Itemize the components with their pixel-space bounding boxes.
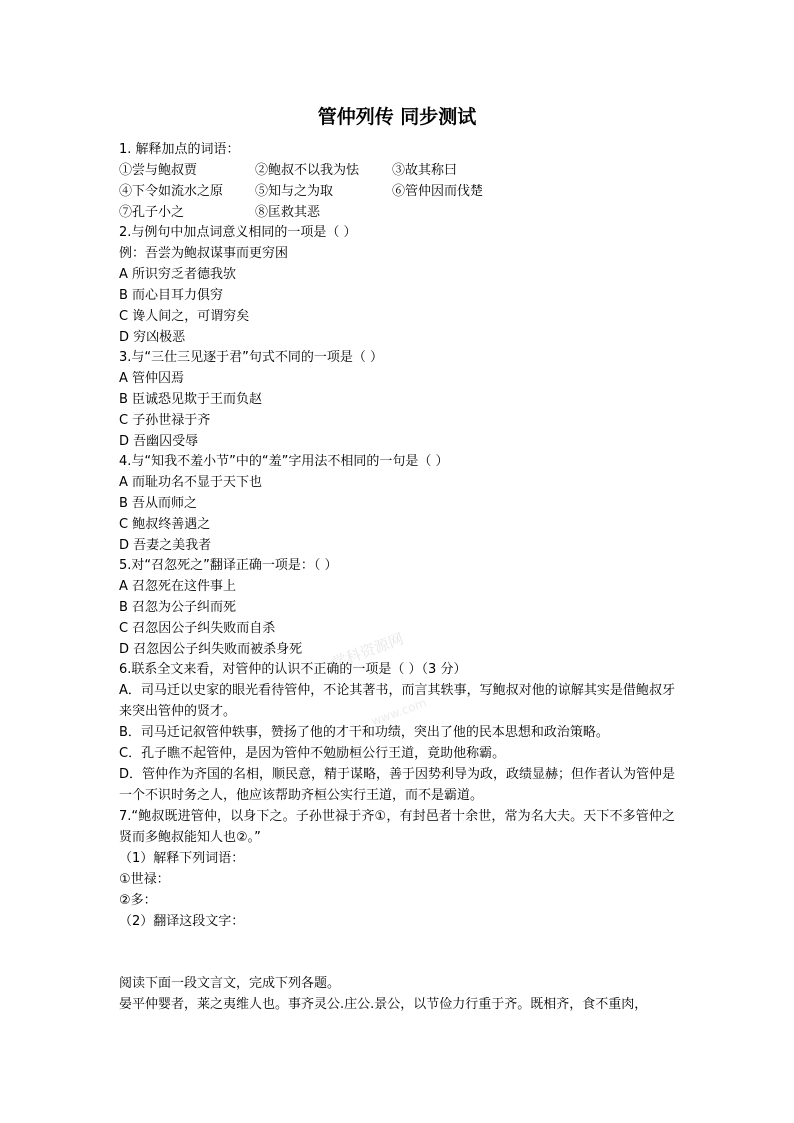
q4-option: B 吾从而师之: [119, 496, 198, 511]
reading-text: 晏平仲婴者，莱之夷维人也。事齐灵公.庄公.景公，以节俭力行重于齐。既相齐，食不重肉，: [119, 997, 648, 1012]
q2-stem: 2.与例句中加点词意义相同的一项是（ ）: [119, 225, 357, 240]
q7-item-2: ②多：: [119, 893, 157, 908]
reading-intro: 阅读下面一段文言文，完成下列各题。: [119, 976, 341, 991]
q1-item: ③故其称曰: [392, 163, 458, 178]
q1-stem: 1. 解释加点的词语：: [119, 142, 240, 157]
q4-option: A 而耻功名不显于天下也: [119, 475, 263, 490]
q5-stem: 5.对“召忽死之”翻译正确一项是：（ ）: [119, 558, 338, 573]
q6-stem: 6.联系全文来看，对管仲的认识不正确的一项是（ ）（3 分）: [119, 662, 467, 677]
watermark-url: www.com: [369, 695, 429, 729]
q1-item: ⑥管仲因而伐楚: [392, 184, 484, 199]
q6-option-b: B．司马迁记叙管仲轶事，赞扬了他的才干和功绩，突出了他的民本思想和政治策略。: [119, 725, 609, 740]
q3-option: A 管仲囚焉: [119, 371, 185, 386]
q7-sub-1: （1）解释下列词语：: [119, 851, 245, 866]
q2-option: D 穷凶极恶: [119, 330, 186, 345]
q7-item-1: ①世禄：: [119, 872, 170, 887]
q3-option: B 臣诚恐见欺于王而负赵: [119, 392, 263, 407]
page-title: 管仲列传 同步测试: [317, 106, 477, 128]
q5-option: A 召忽死在这件事上: [119, 579, 237, 594]
q3-option: C 子孙世禄于齐: [119, 413, 211, 428]
q1-item: ⑧匡救其恶: [255, 205, 321, 220]
q1-row-3: [119, 202, 679, 223]
q4-option: D 吾妻之美我者: [119, 538, 212, 553]
q7-passage: 7.“鲍叔既进管仲，以身下之。子孙世禄于齐①，有封邑者十余世，常为名大夫。天下不多管仲之贤而多鲍叔能知人也②。”: [119, 809, 675, 845]
q3-option: D 吾幽囚受辱: [119, 434, 199, 449]
q1-item: ⑤知与之为取: [255, 184, 334, 199]
q6-option-d: D．管仲作为齐国的名相，顺民意，精于谋略，善于因势利导为政，政绩显赫；但作者认为管仲是一个不识时务之人，他应该帮助齐桓公实行王道，而不是霸道。: [119, 767, 676, 803]
q2-example: 例：吾尝为鲍叔谋事而更穷困: [119, 246, 289, 261]
q2-option: B 而心目耳力俱穷: [119, 288, 224, 303]
q5-option: D 召忽因公子纠失败而被杀身死: [119, 642, 303, 657]
q1-item: ①尝与鲍叔贾: [119, 163, 198, 178]
q7-sub-2: （2）翻译这段文字：: [119, 914, 245, 929]
q1-row-1: [119, 160, 679, 181]
q4-option: C 鲍叔终善遇之: [119, 517, 211, 532]
q2-option: A 所识穷乏者德我欤: [119, 267, 237, 282]
q5-option: B 召忽为公子纠而死: [119, 600, 237, 615]
q1-item: ⑦孔子小之: [119, 205, 185, 220]
q1-item: ②鲍叔不以我为怯: [255, 163, 360, 178]
q5-option: C 召忽因公子纠失败而自杀: [119, 621, 276, 636]
q3-stem: 3.与“三仕三见逐于君”句式不同的一项是（ ）: [119, 350, 384, 365]
q2-option: C 谗人间之，可谓穷矣: [119, 309, 250, 324]
q6-option-a: A．司马迁以史家的眼光看待管仲，不论其著书，而言其轶事，写鲍叔对他的谅解其实是借鲍叔牙来突出管仲的贤才。: [119, 683, 675, 719]
q1-row-2: [119, 181, 679, 202]
q4-stem: 4.与“知我不羞小节”中的“羞”字用法不相同的一句是（ ）: [119, 454, 449, 469]
q1-item: ④下令如流水之原: [119, 184, 224, 199]
q6-option-c: C．孔子瞧不起管仲，是因为管仲不勉励桓公行王道，竟助他称霸。: [119, 746, 506, 761]
watermark: 学科资源网: [329, 629, 407, 673]
